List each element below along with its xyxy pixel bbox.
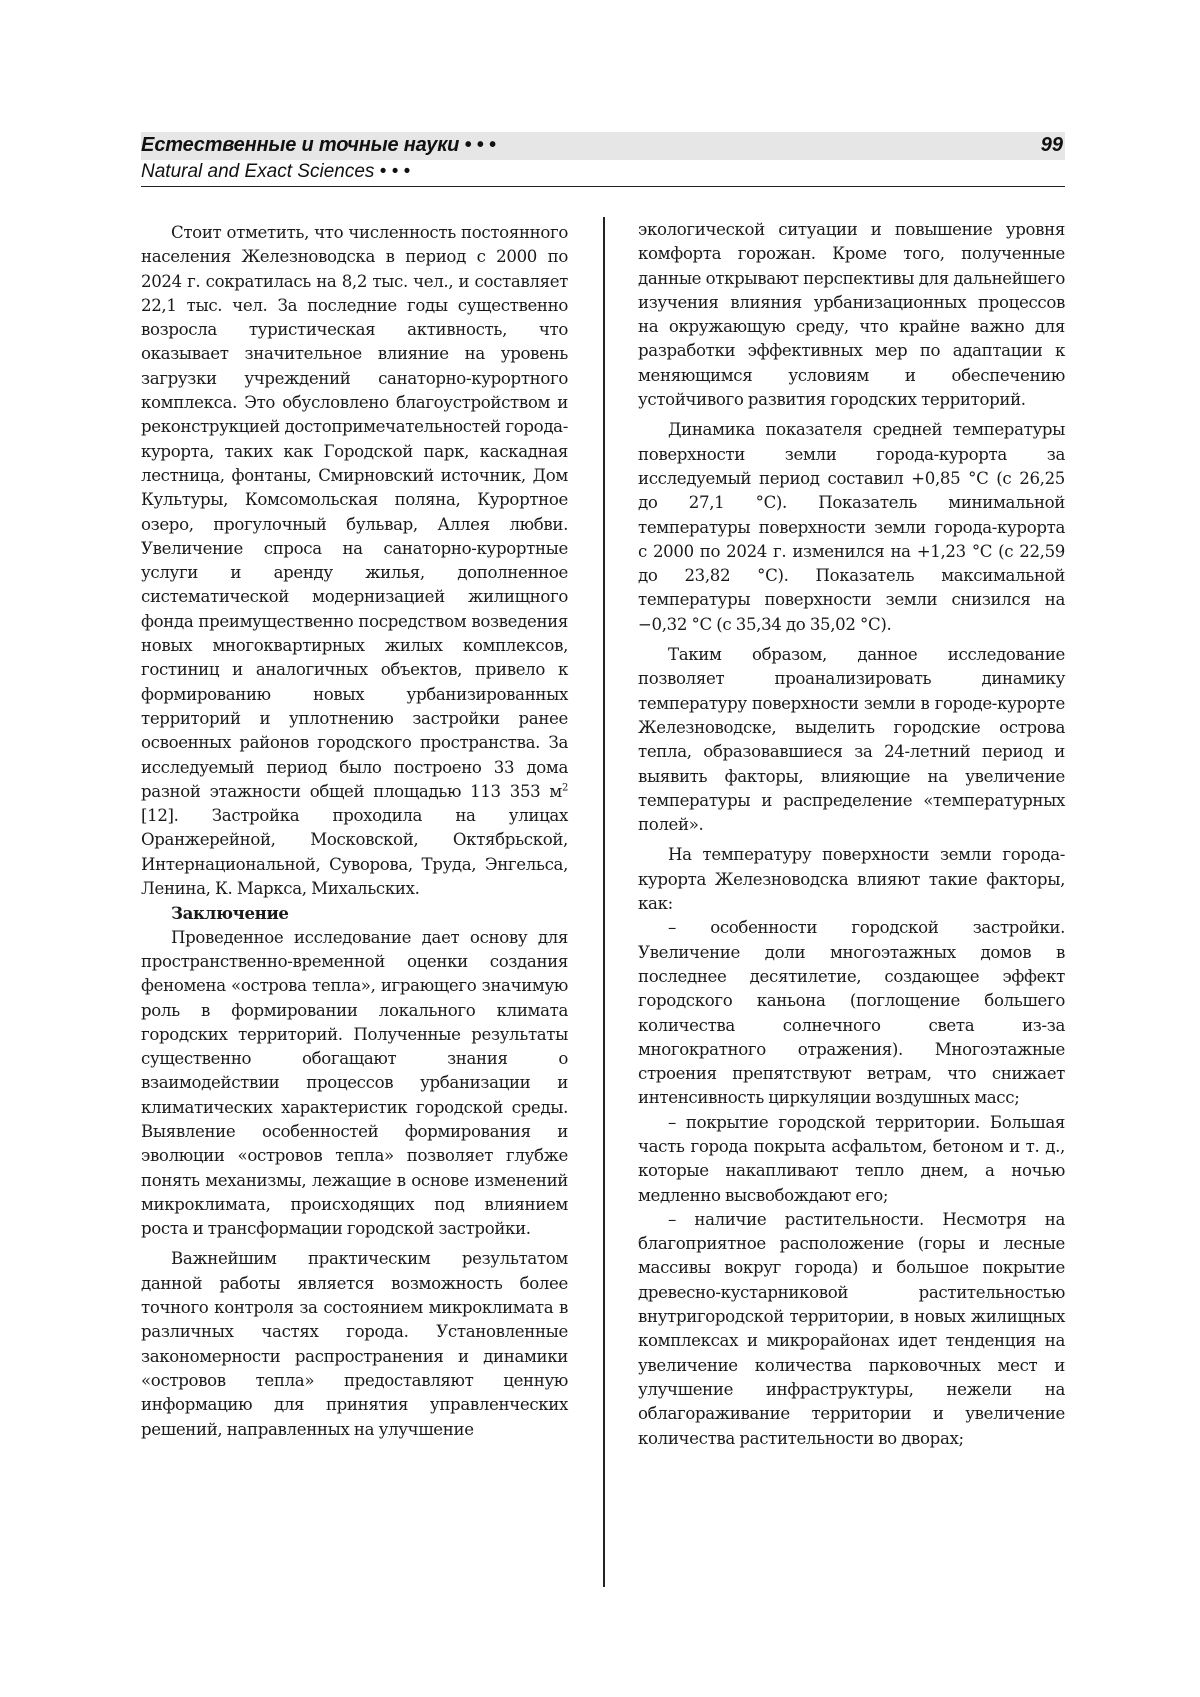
paragraph-factors-intro: На температуру поверхности земли города-курорта Железноводска влияют такие факторы, как: <box>638 845 1065 914</box>
paragraph-conclusion-1: Проведенное исследование дает основу для пространственно-временной оценки создания феномена «острова тепла», играющего значимую роль в формировании локального климата городских территорий. Полученные результаты существенно обогащают знания о взаимодействии процессов урбанизации и климатических характеристик городской среды. Выявление особенностей формирования и эволюции «островов тепла» позволяет глубже понять механизмы, лежащие в основе изменений микроклимата, происходящих под влиянием роста и трансформации городской застройки. <box>141 927 568 1239</box>
section-title-ru: Естественные и точные науки • • • <box>141 134 496 156</box>
superscript: 2 <box>561 782 568 794</box>
page-number: 99 <box>1040 134 1063 156</box>
header-row-en <box>141 160 1065 187</box>
running-header <box>141 132 1065 187</box>
header-row-ru <box>141 132 1065 160</box>
paragraph-temperature-dynamics: Динамика показателя средней температуры поверхности земли города-курорта за исследуемый период составил +0,85 °С (с 26,25 до 27,1 °С). Показатель минимальной температуры поверхности земли города-курорта с 2000 по 2024 г. изменился на +1,23 °С (с 22,59 до 23,82 °С). Показатель максимальной температуры поверхности земли снизился на −0,32 °С (с 35,34 до 35,02 °С). <box>638 420 1065 634</box>
right-column <box>638 218 1065 1451</box>
section-title-en: Natural and Exact Sciences • • • <box>141 161 411 182</box>
list-item-vegetation: – наличие растительности. Несмотря на благоприятное расположение (горы и лесные массивы вокруг города) и большое покрытие древесно-кустарниковой растительностью внутригородской территории, в новых жилищных комплексах и микрорайонах идет тенденция на увеличение количества парковочных мест и улучшение инфраструктуры, нежели на облагораживание территории и увеличение количества растительности во дворах; <box>638 1209 1065 1448</box>
list-item-surface: – покрытие городской территории. Большая часть города покрыта асфальтом, бетоном и т. д., которые накапливают тепло днем, а ночью медленно высвобождают его; <box>638 1112 1065 1205</box>
conclusion-heading: Заключение <box>171 903 289 924</box>
left-column <box>141 221 568 1442</box>
paragraph-text: Стоит отметить, что численность постоянного населения Железноводска в период с 2000 по 2024 г. сократилась на 8,2 тыс. чел., и составляет 22,1 тыс. чел. За последние годы существенно возросла туристическая активность, что оказывает значительное влияние на уровень загрузки учреждений санаторно-курортного комплекса. Это обусловлено благоустройством и реконструкцией достопримечательностей города-курорта, таких как Городской парк, каскадная лестница, фонтаны, Смирновский источник, Дом Культуры, Комсомольская поляна, Курортное озеро, прогулочный бульвар, Аллея любви. Увеличение спроса на санаторно-курортные услуги и аренду жилья, дополненное систематической модернизацией жилищного фонда преимущественно посредством возведения новых многоквартирных жилых комплексов, гостиниц и аналогичных объектов, привело к формированию новых урбанизированных территорий и уплотнению застройки ранее освоенных районов городского пространства. За исследуемый период было построено 33 дома разной этажности общей площадью 113 353 м <box>141 223 568 801</box>
paragraph-text-end: [12]. Застройка проходила на улицах Оранжерейной, Московской, Октябрьской, Интернациональной, Суворова, Труда, Энгельса, Ленина, К. Маркса, Михальских. <box>141 806 568 899</box>
paragraph-conclusion-2: Важнейшим практическим результатом данной работы является возможность более точного контроля за состоянием микроклимата в различных частях города. Установленные закономерности распространения и динамики «островов тепла» предоставляют ценную информацию для принятия управленческих решений, направленных на улучшение <box>141 1249 568 1439</box>
list-item-buildings: – особенности городской застройки. Увеличение доли многоэтажных домов в последнее десятилетие, создающее эффект городского каньона (поглощение большего количества солнечного света из-за многократного отражения). Многоэтажные строения препятствуют ветрам, что снижает интенсивность циркуляции воздушных масс; <box>638 918 1065 1108</box>
paragraph-continuation: экологической ситуации и повышение уровня комфорта горожан. Кроме того, полученные данные открывают перспективы для дальнейшего изучения влияния урбанизационных процессов на окружающую среду, что крайне важно для разработки эффективных мер по адаптации к меняющимся условиям и обеспечению устойчивого развития городских территорий. <box>638 220 1065 410</box>
paragraph-population <box>141 221 568 901</box>
column-divider <box>603 217 605 1587</box>
paragraph-summary: Таким образом, данное исследование позволяет проанализировать динамику температуру поверхности земли в городе-курорте Железноводске, выделить городские острова тепла, образовавшиеся за 24-летний период и выявить факторы, влияющие на увеличение температуры и распределение «температурных полей». <box>638 645 1065 835</box>
